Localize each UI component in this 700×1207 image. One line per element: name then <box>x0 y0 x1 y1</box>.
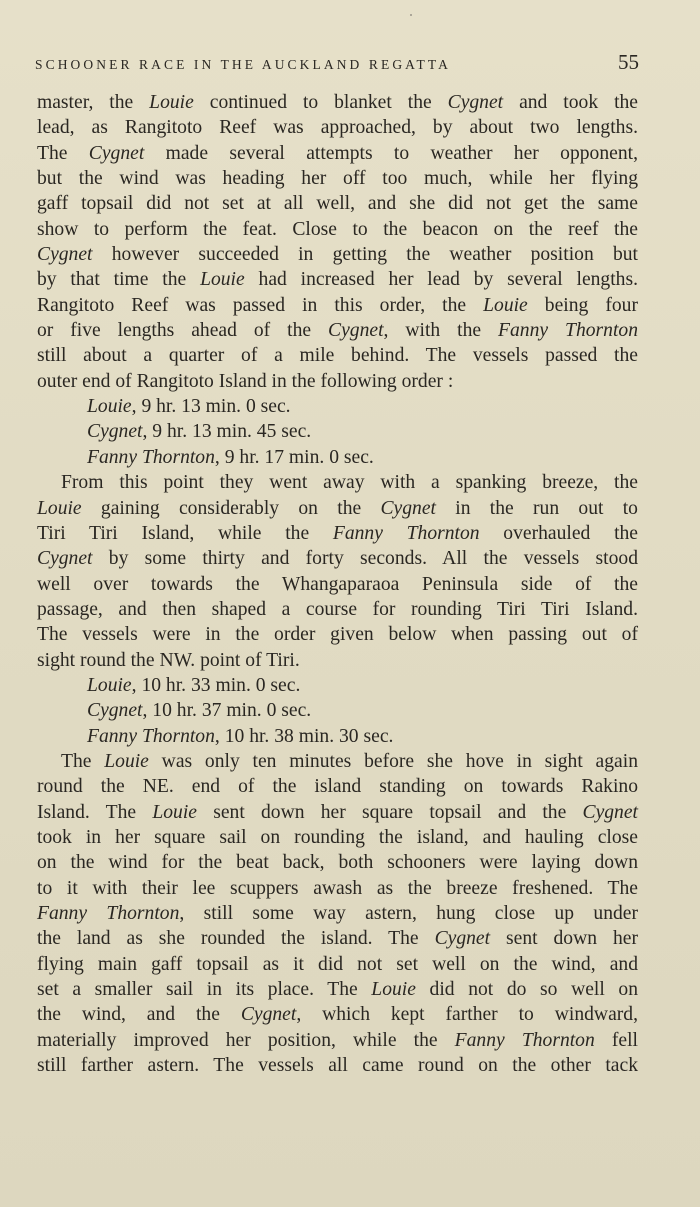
text-line: gaff topsail did not set at all well, and she did not get the same <box>37 193 638 215</box>
text-line: still about a quarter of a mile behind. The vessels passed the <box>37 345 638 367</box>
timing-entry: Fanny Thornton, 10 hr. 38 min. 30 sec. <box>87 725 394 747</box>
text-line: flying main gaff topsail as it did not set well on the wind, and <box>37 953 638 975</box>
text-line: Tiri Tiri Island, while the Fanny Thornton overhauled the <box>37 522 639 544</box>
text-line: materially improved her position, while the Fanny Thornton fell <box>37 1029 638 1051</box>
text-line: still farther astern. The vessels all came round on the other tack <box>37 1055 638 1077</box>
text-line: on the wind for the beat back, both schooners were laying down <box>37 852 638 874</box>
text-line: well over towards the Whangaparaoa Peninsula side of the <box>37 573 638 595</box>
text-line: Fanny Thornton, still some way astern, hung close up under <box>37 903 639 924</box>
text-line: Rangitoto Reef was passed in this order, the Louie being four <box>37 294 638 316</box>
timing-entry: Louie, 9 hr. 13 min. 0 sec. <box>87 396 291 418</box>
page-number: 55 <box>618 50 639 74</box>
text-line: but the wind was heading her off too much, while her flying <box>37 168 638 190</box>
text-line: round the NE. end of the island standing on towards Rakino <box>37 776 638 798</box>
timing-entry: Cygnet, 10 hr. 37 min. 0 sec. <box>87 700 312 722</box>
text-line: The vessels were in the order given below when passing out of <box>37 624 638 646</box>
text-line: outer end of Rangitoto Island in the following order : <box>37 370 454 392</box>
timing-entry: Cygnet, 9 hr. 13 min. 45 sec. <box>87 421 312 443</box>
text-line: From this point they went away with a spanking breeze, the <box>61 472 638 494</box>
timing-entry: Fanny Thornton, 9 hr. 17 min. 0 sec. <box>87 446 374 468</box>
text-line: passage, and then shaped a course for rounding Tiri Tiri Island. <box>37 598 638 620</box>
text-line: sight round the NW. point of Tiri. <box>37 649 300 671</box>
text-line: show to perform the feat. Close to the beacon on the reef the <box>37 218 638 240</box>
text-line: to it with their lee scuppers awash as the breeze freshened. The <box>37 877 638 899</box>
text-line: The Louie was only ten minutes before she hove in sight again <box>61 750 638 772</box>
running-title: SCHOONER RACE IN THE AUCKLAND REGATTA <box>35 57 451 72</box>
speck-mark <box>410 14 412 16</box>
timing-entry: Louie, 10 hr. 33 min. 0 sec. <box>87 674 301 696</box>
text-line: master, the Louie continued to blanket the Cygnet and took the <box>37 92 639 113</box>
text-line: the land as she rounded the island. The Cygnet sent down her <box>37 928 638 950</box>
text-line: Louie gaining considerably on the Cygnet in the run out to <box>37 497 638 519</box>
text-line: by that time the Louie had increased her lead by several lengths. <box>37 269 638 291</box>
text-line: took in her square sail on rounding the island, and hauling close <box>37 826 638 848</box>
text-line: Cygnet by some thirty and forty seconds. All the vessels stood <box>37 548 638 570</box>
text-line: set a smaller sail in its place. The Louie did not do so well on <box>37 979 638 1001</box>
text-line: the wind, and the Cygnet, which kept farther to windward, <box>37 1004 638 1026</box>
text-line: lead, as Rangitoto Reef was approached, by about two lengths. <box>37 117 638 139</box>
text-line: The Cygnet made several attempts to weather her opponent, <box>37 142 638 164</box>
text-line: or five lengths ahead of the Cygnet, with the Fanny Thornton <box>37 320 639 342</box>
body-text <box>37 90 638 1078</box>
text-line: Island. The Louie sent down her square topsail and the Cygnet <box>37 801 638 823</box>
text-line: Cygnet however succeeded in getting the weather position but <box>37 244 638 266</box>
running-header <box>35 50 639 80</box>
